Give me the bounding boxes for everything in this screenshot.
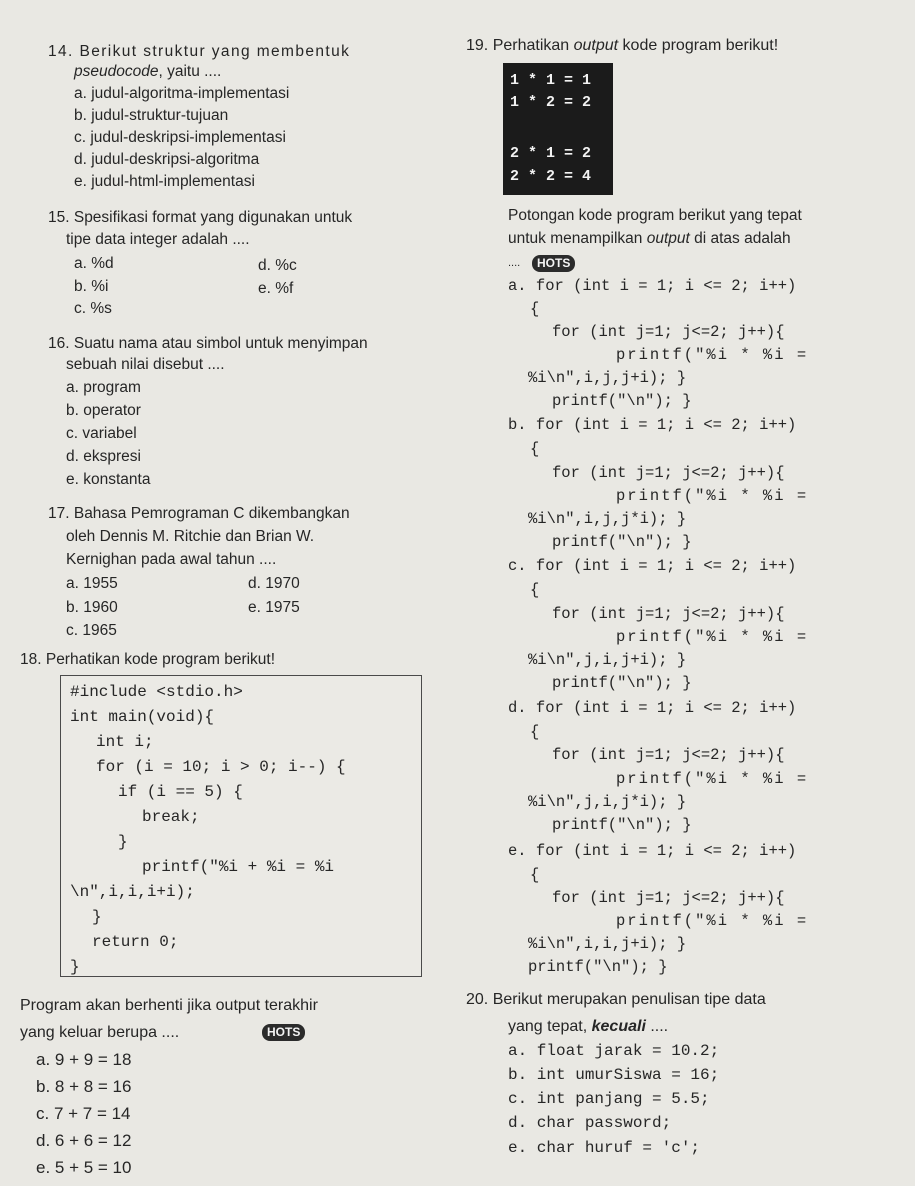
code-line: printf("%i * %i = xyxy=(616,346,809,364)
code-line: for (int j=1; j<=2; j++){ xyxy=(552,605,785,623)
output-line: 2 * 2 = 4 xyxy=(510,168,592,185)
code-line: } xyxy=(92,908,102,926)
code-line: %i\n",j,i,j*i); } xyxy=(528,793,687,811)
q16-option-a[interactable]: a. program xyxy=(66,379,141,396)
q19-desc-c: di atas adalah xyxy=(689,230,791,247)
code-line: for (int j=1; j<=2; j++){ xyxy=(552,464,785,482)
q14-option-c[interactable]: c. judul-deskripsi-implementasi xyxy=(74,129,286,146)
q15-option-d[interactable]: d. %c xyxy=(258,257,297,274)
q17-option-a[interactable]: a. 1955 xyxy=(66,575,118,592)
q18-option-c[interactable]: c. 7 + 7 = 14 xyxy=(36,1104,131,1123)
q16-stem-line1: 16. Suatu nama atau simbol untuk menyimpan xyxy=(48,335,368,352)
q18-option-e[interactable]: e. 5 + 5 = 10 xyxy=(36,1158,132,1177)
code-line: printf("%i * %i = xyxy=(616,770,809,788)
code-line: if (i == 5) { xyxy=(118,783,243,801)
code-line: printf("%i * %i = xyxy=(616,628,809,646)
code-line: printf("%i * %i = xyxy=(616,487,809,505)
code-line: a. for (int i = 1; i <= 2; i++) xyxy=(508,277,797,295)
q14-option-d[interactable]: d. judul-deskripsi-algoritma xyxy=(74,151,260,168)
code-line: } xyxy=(70,958,80,976)
q14-stem-line1: 14. Berikut struktur yang membentuk xyxy=(48,43,351,60)
q20-option-b[interactable]: b. int umurSiswa = 16; xyxy=(508,1066,720,1084)
q20-stem-line2 xyxy=(508,1017,668,1036)
q18-option-a[interactable]: a. 9 + 9 = 18 xyxy=(36,1050,132,1069)
code-line: int main(void){ xyxy=(70,708,215,726)
q20-stem-line1: 20. Berikut merupakan penulisan tipe data xyxy=(466,991,766,1008)
code-line: %i\n",i,j,j*i); } xyxy=(528,510,687,528)
q14-option-a[interactable]: a. judul-algoritma-implementasi xyxy=(74,85,290,102)
code-line: printf("%i * %i = xyxy=(616,912,809,930)
code-line: \n",i,i,i+i); xyxy=(70,883,195,901)
code-line: { xyxy=(530,440,540,458)
code-line: { xyxy=(530,723,540,741)
code-line: #include <stdio.h> xyxy=(70,683,243,701)
q19-dots: .... xyxy=(508,257,521,269)
code-line: printf("\n"); } xyxy=(552,674,692,692)
q16-stem-line2: sebuah nilai disebut .... xyxy=(66,356,225,373)
code-line: { xyxy=(530,300,540,318)
q16-option-c[interactable]: c. variabel xyxy=(66,425,137,442)
hots-badge: HOTS xyxy=(532,255,575,272)
code-line: break; xyxy=(142,808,200,826)
output-line: 1 * 1 = 1 xyxy=(510,72,592,89)
q17-stem-line1: 17. Bahasa Pemrograman C dikembangkan xyxy=(48,505,350,522)
code-line: %i\n",i,j,j+i); } xyxy=(528,369,687,387)
output-line: 2 * 1 = 2 xyxy=(510,145,592,162)
code-line: for (int j=1; j<=2; j++){ xyxy=(552,889,785,907)
code-line: e. for (int i = 1; i <= 2; i++) xyxy=(508,842,797,860)
q18-option-b[interactable]: b. 8 + 8 = 16 xyxy=(36,1077,132,1096)
code-line: printf("\n"); } xyxy=(552,533,692,551)
q14-option-e[interactable]: e. judul-html-implementasi xyxy=(74,173,255,190)
code-line: } xyxy=(118,833,128,851)
q20-option-a[interactable]: a. float jarak = 10.2; xyxy=(508,1042,720,1060)
q20-stem-a: yang tepat, xyxy=(508,1018,592,1035)
q19-desc-line2 xyxy=(508,229,791,248)
q15-stem-line2: tipe data integer adalah .... xyxy=(66,231,250,248)
code-line: for (int j=1; j<=2; j++){ xyxy=(552,323,785,341)
q19-stem-italic: output xyxy=(573,37,619,54)
q19-desc-line1: Potongan kode program berikut yang tepat xyxy=(508,207,802,224)
q18-option-d[interactable]: d. 6 + 6 = 12 xyxy=(36,1131,132,1150)
q14-stem-line2 xyxy=(74,62,221,81)
code-line: %i\n",j,i,j+i); } xyxy=(528,651,687,669)
q17-stem-line2: oleh Dennis M. Ritchie dan Brian W. xyxy=(66,528,315,545)
output-line: 1 * 2 = 2 xyxy=(510,94,592,111)
code-line: printf("\n"); } xyxy=(552,816,692,834)
q20-stem-c: .... xyxy=(645,1018,669,1035)
q20-option-c[interactable]: c. int panjang = 5.5; xyxy=(508,1090,710,1108)
code-line: c. for (int i = 1; i <= 2; i++) xyxy=(508,557,797,575)
code-line: printf("\n"); } xyxy=(552,392,692,410)
code-line: printf("%i + %i = %i xyxy=(142,858,335,876)
q19-desc-italic: output xyxy=(646,230,690,247)
q15-stem-line1: 15. Spesifikasi format yang digunakan untuk xyxy=(48,209,353,226)
code-line: b. for (int i = 1; i <= 2; i++) xyxy=(508,416,797,434)
q17-option-b[interactable]: b. 1960 xyxy=(66,599,118,616)
q20-option-d[interactable]: d. char password; xyxy=(508,1114,672,1132)
q20-option-e[interactable]: e. char huruf = 'c'; xyxy=(508,1139,701,1157)
q14-stem-rest: , yaitu .... xyxy=(158,63,222,80)
code-line: printf("\n"); } xyxy=(528,958,668,976)
q16-option-d[interactable]: d. ekspresi xyxy=(66,448,141,465)
q19-desc-a: untuk menampilkan xyxy=(508,230,647,247)
hots-badge: HOTS xyxy=(262,1024,305,1041)
code-line: int i; xyxy=(96,733,154,751)
q16-option-b[interactable]: b. operator xyxy=(66,402,141,419)
q20-stem-emph: kecuali xyxy=(591,1018,646,1035)
q14-stem-italic: pseudocode xyxy=(74,63,159,80)
q14-option-b[interactable]: b. judul-struktur-tujuan xyxy=(74,107,229,124)
code-line: return 0; xyxy=(92,933,179,951)
code-line: { xyxy=(530,866,540,884)
q15-option-a[interactable]: a. %d xyxy=(74,255,114,272)
code-line: for (int j=1; j<=2; j++){ xyxy=(552,746,785,764)
q17-option-e[interactable]: e. 1975 xyxy=(248,599,300,616)
q18-stem: 18. Perhatikan kode program berikut! xyxy=(20,651,276,668)
q17-option-c[interactable]: c. 1965 xyxy=(66,622,117,639)
q15-option-b[interactable]: b. %i xyxy=(74,278,109,295)
q15-option-c[interactable]: c. %s xyxy=(74,300,112,317)
q19-stem xyxy=(466,36,778,55)
q19-stem-a: 19. Perhatikan xyxy=(466,37,574,54)
q17-option-d[interactable]: d. 1970 xyxy=(248,575,300,592)
q16-option-e[interactable]: e. konstanta xyxy=(66,471,151,488)
code-line: for (i = 10; i > 0; i--) { xyxy=(96,758,346,776)
q15-option-e[interactable]: e. %f xyxy=(258,280,294,297)
code-line: %i\n",i,i,j+i); } xyxy=(528,935,687,953)
q17-stem-line3: Kernighan pada awal tahun .... xyxy=(66,551,277,568)
code-line: { xyxy=(530,581,540,599)
code-line: d. for (int i = 1; i <= 2; i++) xyxy=(508,699,797,717)
q18-after-line2: yang keluar berupa .... xyxy=(20,1024,180,1041)
q19-stem-c: kode program berikut! xyxy=(618,37,779,54)
q18-after-line1: Program akan berhenti jika output terakhir xyxy=(20,997,318,1014)
